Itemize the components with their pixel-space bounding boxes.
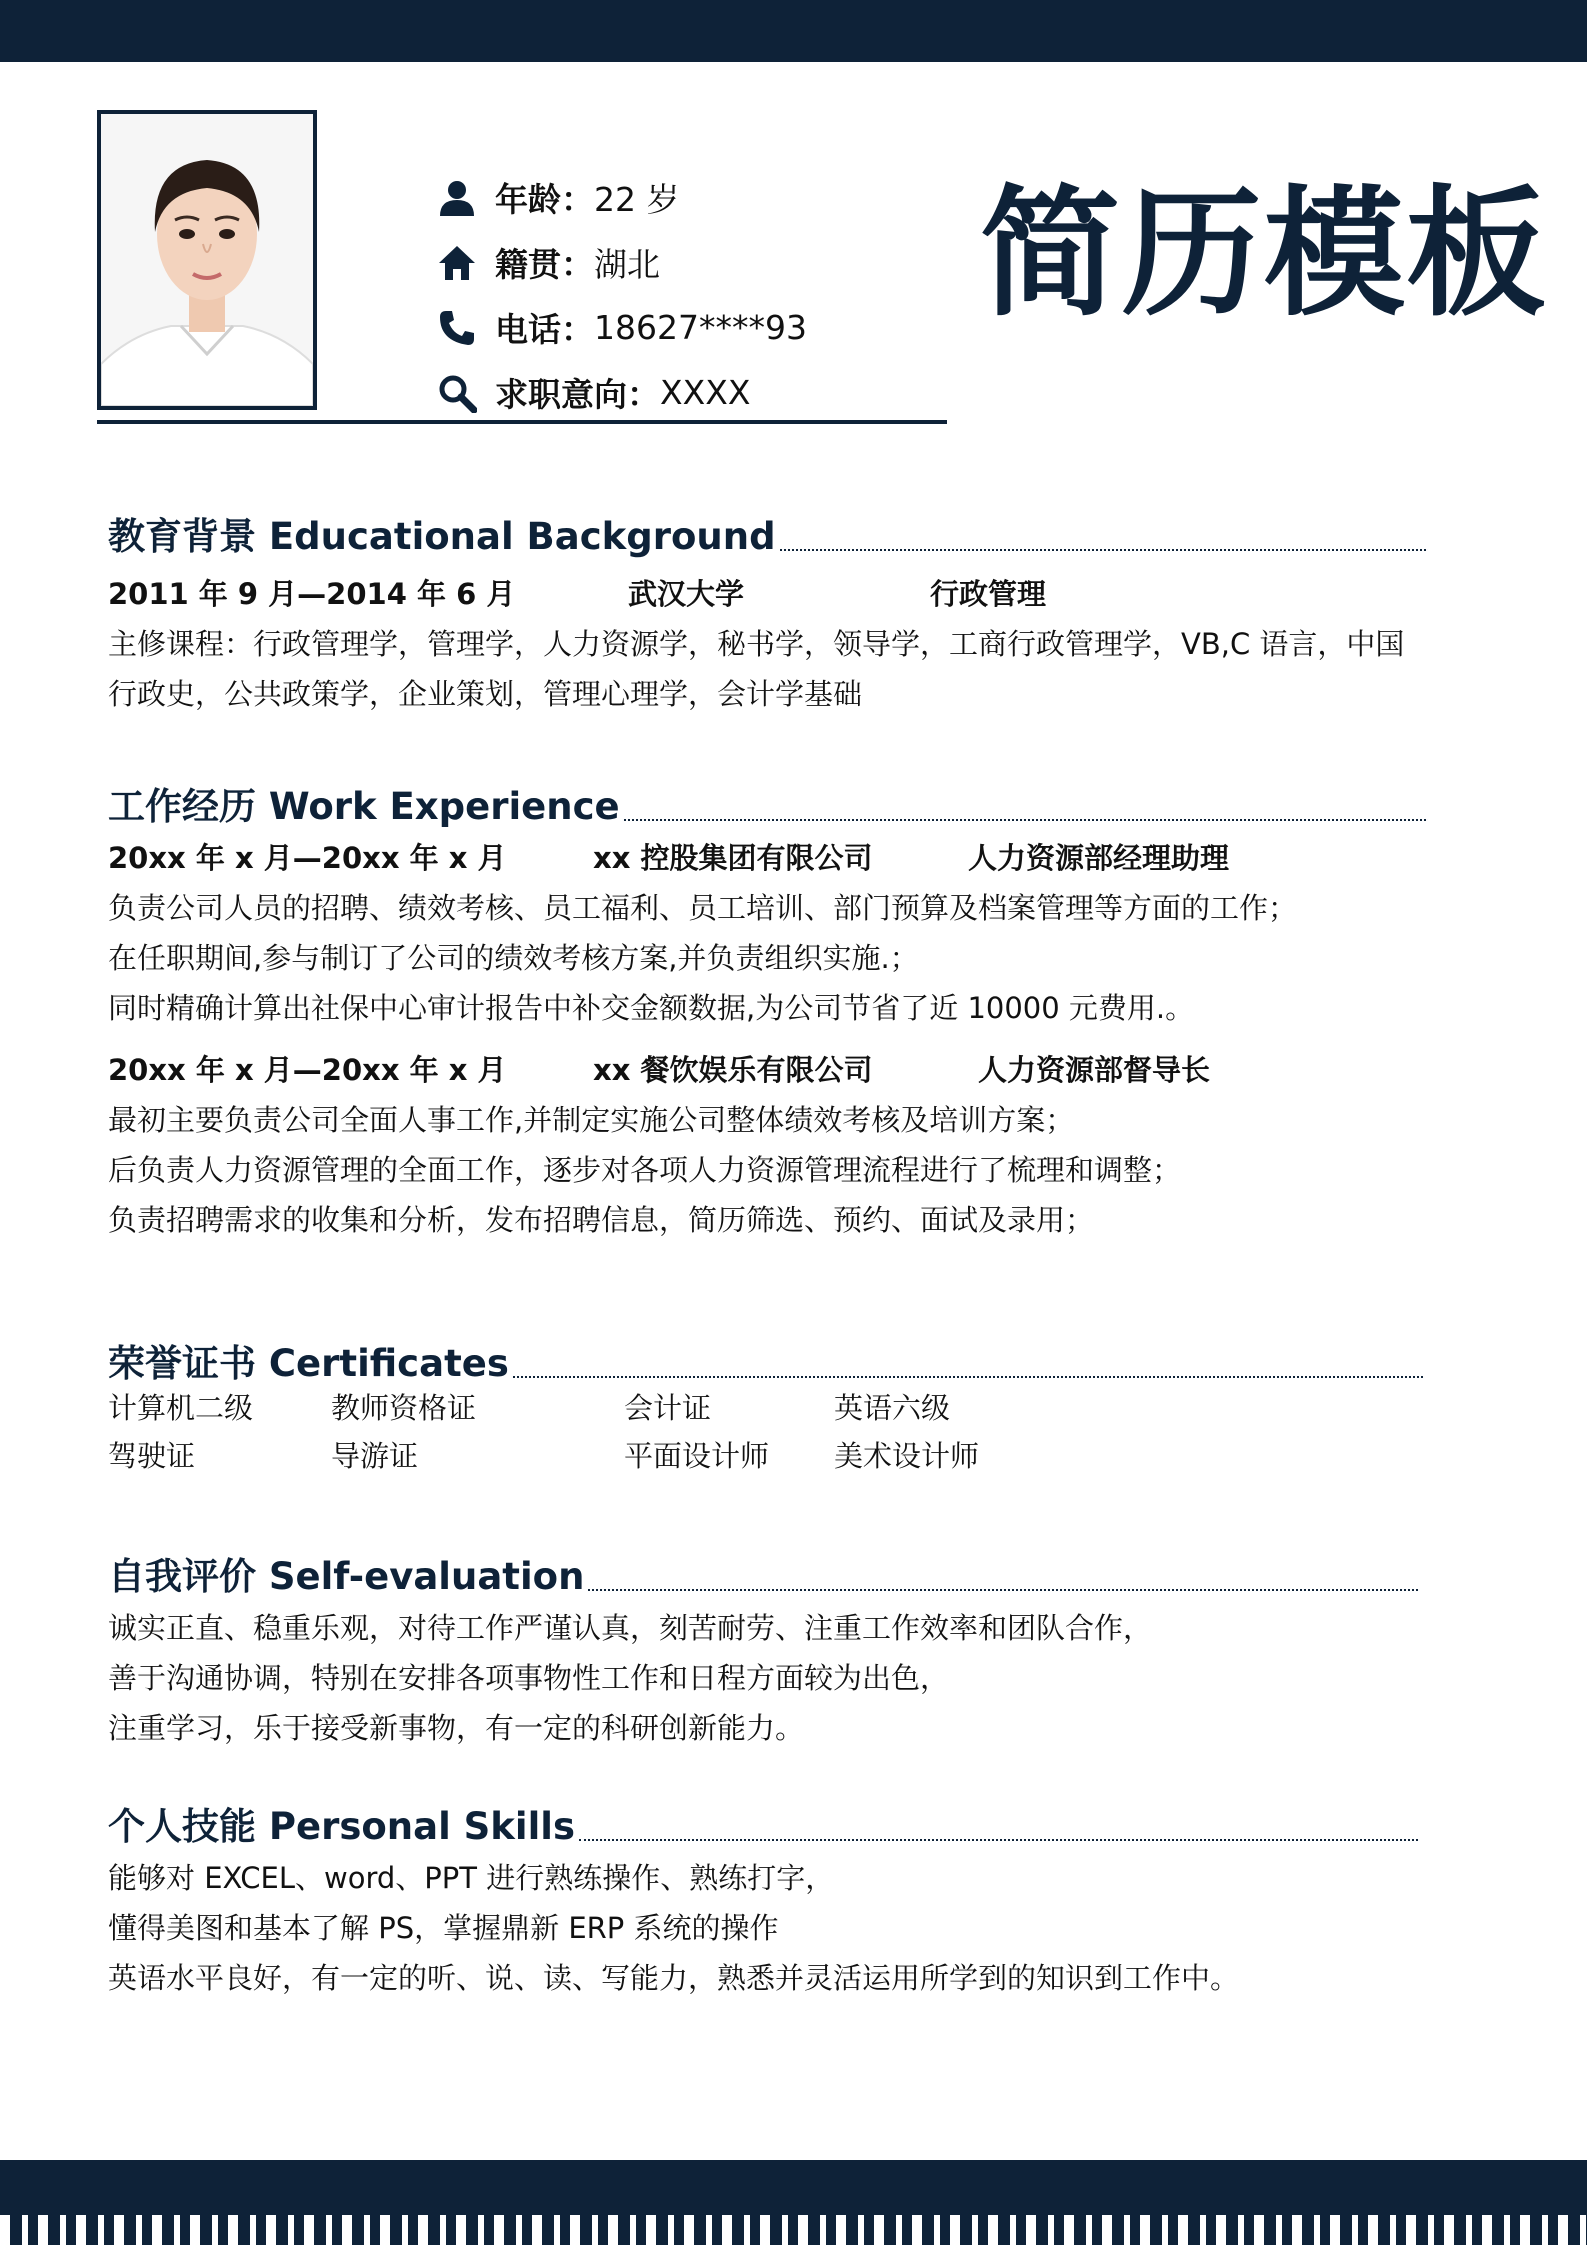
certificates-section: [108, 1332, 1423, 1478]
certificate-item: 会计证: [624, 1390, 712, 1425]
job-company: xx 餐饮娱乐有限公司: [593, 1052, 873, 1087]
certificate-item: 教师资格证: [331, 1390, 477, 1425]
certificate-item: 导游证: [331, 1438, 419, 1473]
certificate-item: 平面设计师: [624, 1438, 770, 1473]
section-header: [108, 1545, 1418, 1598]
dotted-rule: [579, 1839, 1418, 1841]
info-hometown: 籍贯： 湖北: [435, 230, 807, 295]
portrait-illustration: [101, 114, 313, 406]
self-evaluation-line: 注重学习，乐于接受新事物，有一定的科研创新能力。: [108, 1710, 805, 1745]
section-header: [108, 1795, 1418, 1848]
dotted-rule: [780, 549, 1426, 551]
education-title: 教育背景 Educational Background: [108, 515, 776, 558]
certificate-list: [108, 1382, 1423, 1478]
dotted-rule: [588, 1589, 1418, 1591]
section-header: [108, 775, 1426, 828]
work-title: 工作经历 Work Experience: [108, 785, 620, 828]
dotted-rule: [624, 819, 1426, 821]
phone-icon: [435, 306, 479, 350]
self-evaluation-title: 自我评价 Self-evaluation: [108, 1555, 585, 1598]
job-company: xx 控股集团有限公司: [593, 840, 873, 875]
courses-line: 行政史，公共政策学，企业策划，管理心理学，会计学基础: [108, 676, 863, 711]
education-school: 武汉大学: [628, 576, 745, 611]
job-period: 20xx 年 x 月—20xx 年 x 月: [108, 1052, 507, 1087]
job-row: [108, 1043, 1426, 1093]
search-icon: [435, 371, 479, 415]
certificate-item: 计算机二级: [108, 1390, 254, 1425]
self-evaluation-section: [108, 1545, 1418, 1751]
education-row: [108, 567, 1426, 617]
job-duty-line: 最初主要负责公司全面人事工作,并制定实施公司整体绩效考核及培训方案；: [108, 1102, 1075, 1137]
dotted-rule: [513, 1376, 1423, 1378]
info-phone: 电话： 18627****93: [435, 295, 807, 360]
personal-info: [435, 165, 807, 425]
person-icon: [435, 176, 479, 220]
top-banner: [0, 0, 1587, 62]
job-position: 人力资源部督导长: [978, 1052, 1211, 1087]
skill-line: 英语水平良好，有一定的听、说、读、写能力，熟悉并灵活运用所学到的知识到工作中。: [108, 1960, 1240, 1995]
courses-line: 主修课程：行政管理学，管理学，人力资源学，秘书学，领导学，工商行政管理学，VB,C 语言，中国: [108, 626, 1405, 661]
education-period: 2011 年 9 月—2014 年 6 月: [108, 576, 516, 611]
certificate-item: 英语六级: [834, 1390, 951, 1425]
info-job-intention: 求职意向： XXXX: [435, 360, 807, 425]
education-section: [108, 505, 1426, 717]
education-major: 行政管理: [930, 576, 1047, 611]
piano-stripes: [0, 2215, 1587, 2245]
self-evaluation-line: 诚实正直、稳重乐观，对待工作严谨认真，刻苦耐劳、注重工作效率和团队合作，: [108, 1610, 1153, 1645]
job-period: 20xx 年 x 月—20xx 年 x 月: [108, 840, 507, 875]
job-position: 人力资源部经理助理: [968, 840, 1230, 875]
page-title: 简历模板: [980, 173, 1549, 336]
skill-line: 懂得美图和基本了解 PS，掌握鼎新 ERP 系统的操作: [108, 1910, 779, 1945]
job-row: [108, 831, 1426, 881]
job-duty-line: 在任职期间,参与制订了公司的绩效考核方案,并负责组织实施.；: [108, 940, 919, 975]
job-duty-line: 后负责人力资源管理的全面工作，逐步对各项人力资源管理流程进行了梳理和调整；: [108, 1152, 1182, 1187]
section-header: [108, 505, 1426, 558]
self-evaluation-line: 善于沟通协调，特别在安排各项事物性工作和日程方面较为出色，: [108, 1660, 950, 1695]
work-section: [108, 775, 1426, 1243]
skills-section: [108, 1795, 1418, 2001]
header-divider: [97, 420, 947, 424]
home-icon: [435, 241, 479, 285]
job-duty-line: 同时精确计算出社保中心审计报告中补交金额数据,为公司节省了近 10000 元费用.。: [108, 990, 1195, 1025]
skill-line: 能够对 EXCEL、word、PPT 进行熟练操作、熟练打字，: [108, 1860, 835, 1895]
job-duty-line: 负责招聘需求的收集和分析，发布招聘信息，简历筛选、预约、面试及录用；: [108, 1202, 1095, 1237]
bottom-banner: [0, 2160, 1587, 2245]
certificates-title: 荣誉证书 Certificates: [108, 1342, 509, 1385]
skills-title: 个人技能 Personal Skills: [108, 1805, 575, 1848]
section-header: [108, 1332, 1423, 1385]
certificate-item: 驾驶证: [108, 1438, 196, 1473]
certificate-item: 美术设计师: [834, 1438, 980, 1473]
job-duty-line: 负责公司人员的招聘、绩效考核、员工福利、员工培训、部门预算及档案管理等方面的工作；: [108, 890, 1298, 925]
info-age: 年龄： 22 岁: [435, 165, 807, 230]
profile-photo: [97, 110, 317, 410]
